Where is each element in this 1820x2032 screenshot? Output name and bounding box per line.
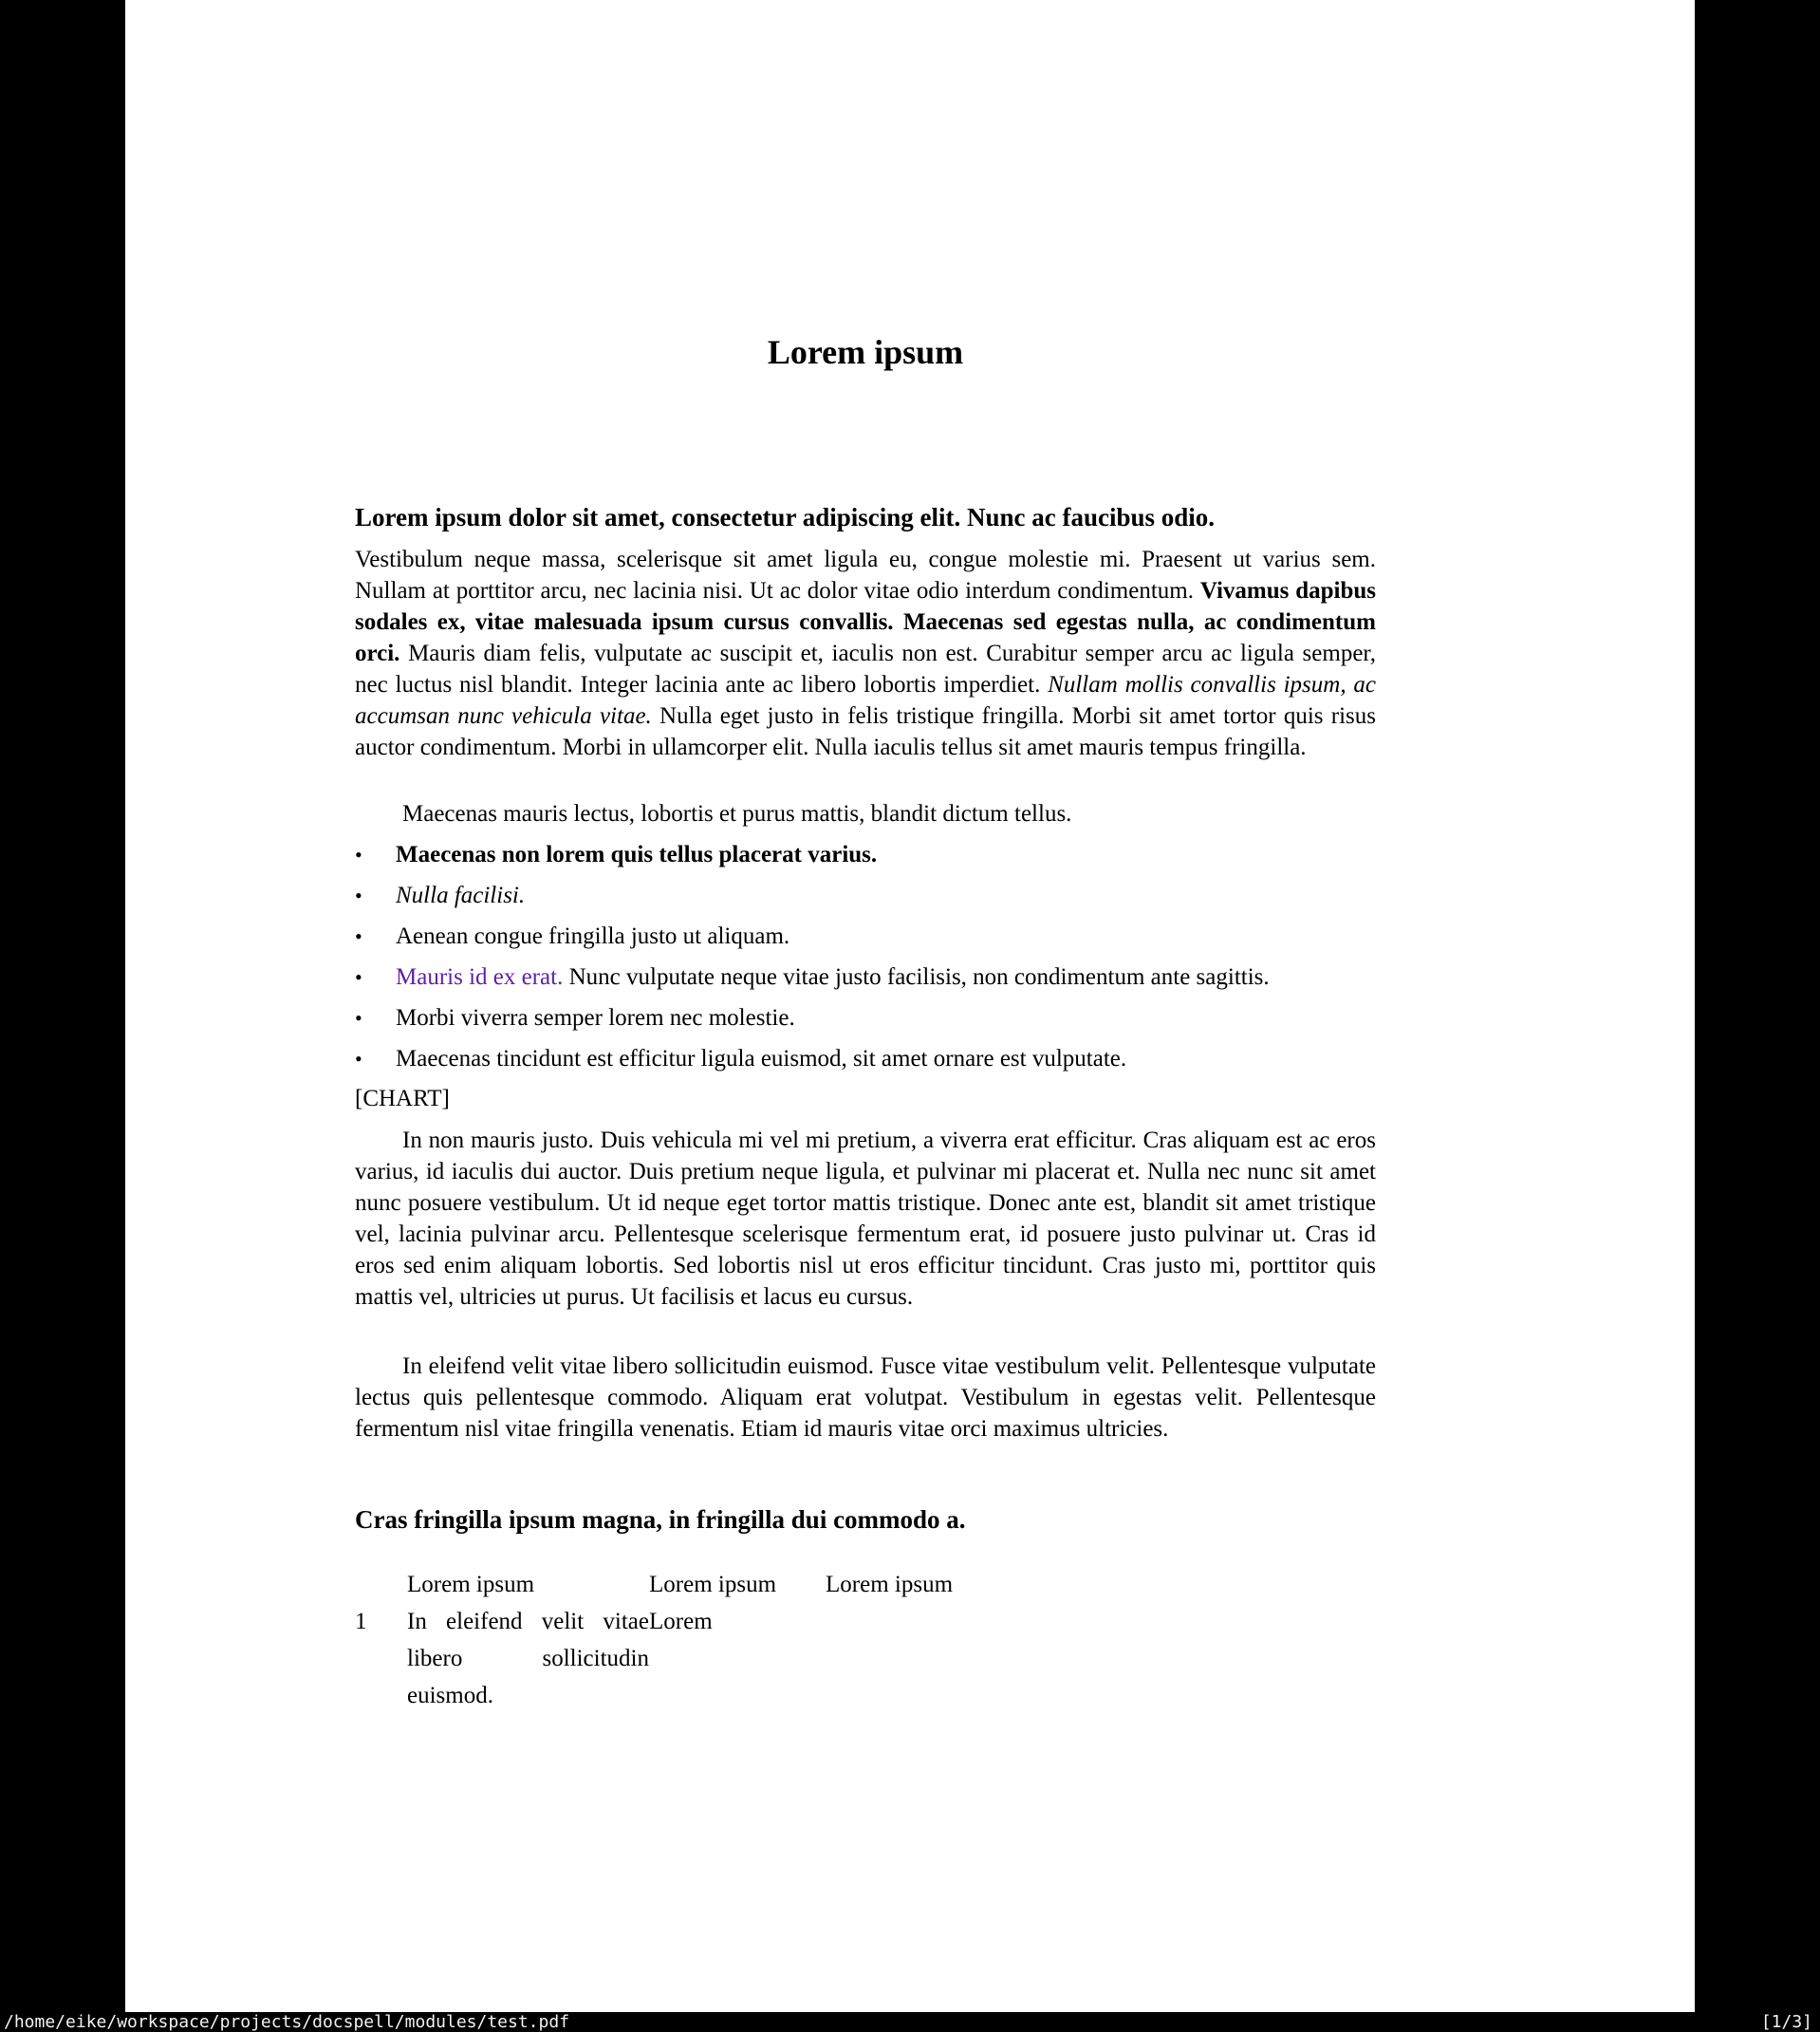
list-item-text xyxy=(396,880,1376,911)
paragraph-short: Maecenas mauris lectus, lobortis et purus mattis, blandit dictum tellus. xyxy=(402,801,1072,827)
list-item-text xyxy=(396,921,1376,952)
table-cell: Lorem xyxy=(649,1609,713,1634)
list-item-text xyxy=(396,961,1376,993)
section-heading-2: Cras fringilla ipsum magna, in fringilla dui commodo a. xyxy=(355,1505,966,1534)
list-item-text xyxy=(396,1002,1376,1034)
statusbar-page-indicator: [1/3] xyxy=(1760,2012,1812,2032)
section-heading-1: Lorem ipsum dolor sit amet, consectetur adipiscing elit. Nunc ac faucibus odio. xyxy=(355,503,1216,531)
table-header-cell: Lorem ipsum xyxy=(649,1572,777,1597)
page-text-column xyxy=(355,0,1376,2012)
text-segment: Nullam mollis convallis ipsum, ac accumsan nunc vehicula vitae. xyxy=(355,672,1377,729)
text-segment: Maecenas non lorem quis tellus placerat varius. xyxy=(396,842,878,867)
text-segment: Nulla eget justo in felis tristique fringilla. Morbi sit amet tortor quis risus auctor condimentum. Morbi in ullamcorper elit. Nulla iaculis tellus sit amet mauris tempus fringilla. xyxy=(355,703,1376,760)
bullet-list xyxy=(355,839,1376,1084)
bullet-icon: • xyxy=(355,965,362,989)
chart-placeholder: [CHART] xyxy=(355,1086,450,1111)
text-segment: Aenean congue fringilla justo ut aliquam. xyxy=(396,923,790,949)
list-item xyxy=(355,921,1376,952)
list-item-text xyxy=(396,1043,1376,1074)
statusbar xyxy=(0,2012,1820,2032)
text-segment: Nunc vulputate neque vitae justo facilisis, non condimentum ante sagittis. xyxy=(563,964,1270,990)
list-item xyxy=(355,961,1376,993)
data-table xyxy=(355,1566,1376,1714)
bullet-icon: • xyxy=(355,843,362,867)
bullet-icon: • xyxy=(355,924,362,948)
pdf-page[interactable] xyxy=(125,0,1695,2012)
table-cell: In eleifend velit vitae libero sollicitudin euismod. xyxy=(407,1609,649,1708)
list-item xyxy=(355,1002,1376,1034)
list-item xyxy=(355,880,1376,911)
pdf-link[interactable]: Mauris id ex erat. xyxy=(396,964,564,990)
text-segment: Vestibulum neque massa, scelerisque sit amet ligula eu, congue molestie mi. Praesent ut varius sem. Nullam at porttitor arcu, nec lacinia nisi. Ut ac dolor vitae odio interdum condimentum. xyxy=(355,547,1376,604)
table-header-cell: Lorem ipsum xyxy=(826,1572,954,1597)
paragraph-1 xyxy=(355,544,1376,763)
text-segment: Maecenas tincidunt est efficitur ligula euismod, sit amet ornare est vulputate. xyxy=(396,1046,1127,1072)
list-item xyxy=(355,839,1376,870)
bullet-icon: • xyxy=(355,1006,362,1030)
text-segment: Morbi viverra semper lorem nec molestie. xyxy=(396,1005,795,1031)
paragraph-3: In eleifend velit vitae libero sollicitudin euismod. Fusce vitae vestibulum velit. Pellentesque vulputate lectus quis pellentesque commodo. Aliquam erat volutpat. Vestibulum in egestas velit. Pellentesque fermentum nisl vitae fringilla venenatis. Etiam id mauris vitae orci maximus ultricies. xyxy=(355,1353,1376,1442)
bullet-icon: • xyxy=(355,1047,362,1071)
document-title: Lorem ipsum xyxy=(767,333,964,371)
table-corner-cell xyxy=(355,1566,407,1603)
text-segment: Mauris diam felis, vulputate ac suscipit et, iaculis non est. Curabitur semper arcu ac ligula semper, nec luctus nisl blandit. Integer lacinia ante ac libero lobortis imperdiet. xyxy=(355,641,1376,698)
text-segment: Nulla facilisi. xyxy=(396,883,526,908)
paragraph-2: In non mauris justo. Duis vehicula mi vel mi pretium, a viverra erat efficitur. Cras aliquam est ac eros varius, id iaculis dui auctor. Duis pretium neque ligula, et pulvinar mi placerat et. Nulla nec nunc sit amet nunc posuere vestibulum. Ut id neque eget tortor mattis tristique. Donec ante est, blandit sit amet tristique vel, lacinia pulvinar arcu. Pellentesque scelerisque fermentum erat, id posuere justo pulvinar ut. Cras id eros sed enim aliquam lobortis. Sed lobortis nisl ut eros efficitur tincidunt. Cras justo mi, porttitor quis mattis vel, ultricies ut purus. Ut facilisis et lacus eu cursus. xyxy=(355,1128,1376,1310)
table-cell xyxy=(826,1603,1376,1714)
table-header-cell: Lorem ipsum xyxy=(407,1572,535,1597)
table-row-number: 1 xyxy=(355,1609,367,1634)
statusbar-file-path: /home/eike/workspace/projects/docspell/modules/test.pdf xyxy=(4,2012,570,2032)
list-item-text xyxy=(396,839,1376,870)
bullet-icon: • xyxy=(355,884,362,907)
list-item xyxy=(355,1043,1376,1074)
text-segment: Vivamus dapibus sodales ex, vitae malesuada ipsum cursus convallis. Maecenas sed egestas nulla, ac condimentum orci. xyxy=(355,578,1376,666)
